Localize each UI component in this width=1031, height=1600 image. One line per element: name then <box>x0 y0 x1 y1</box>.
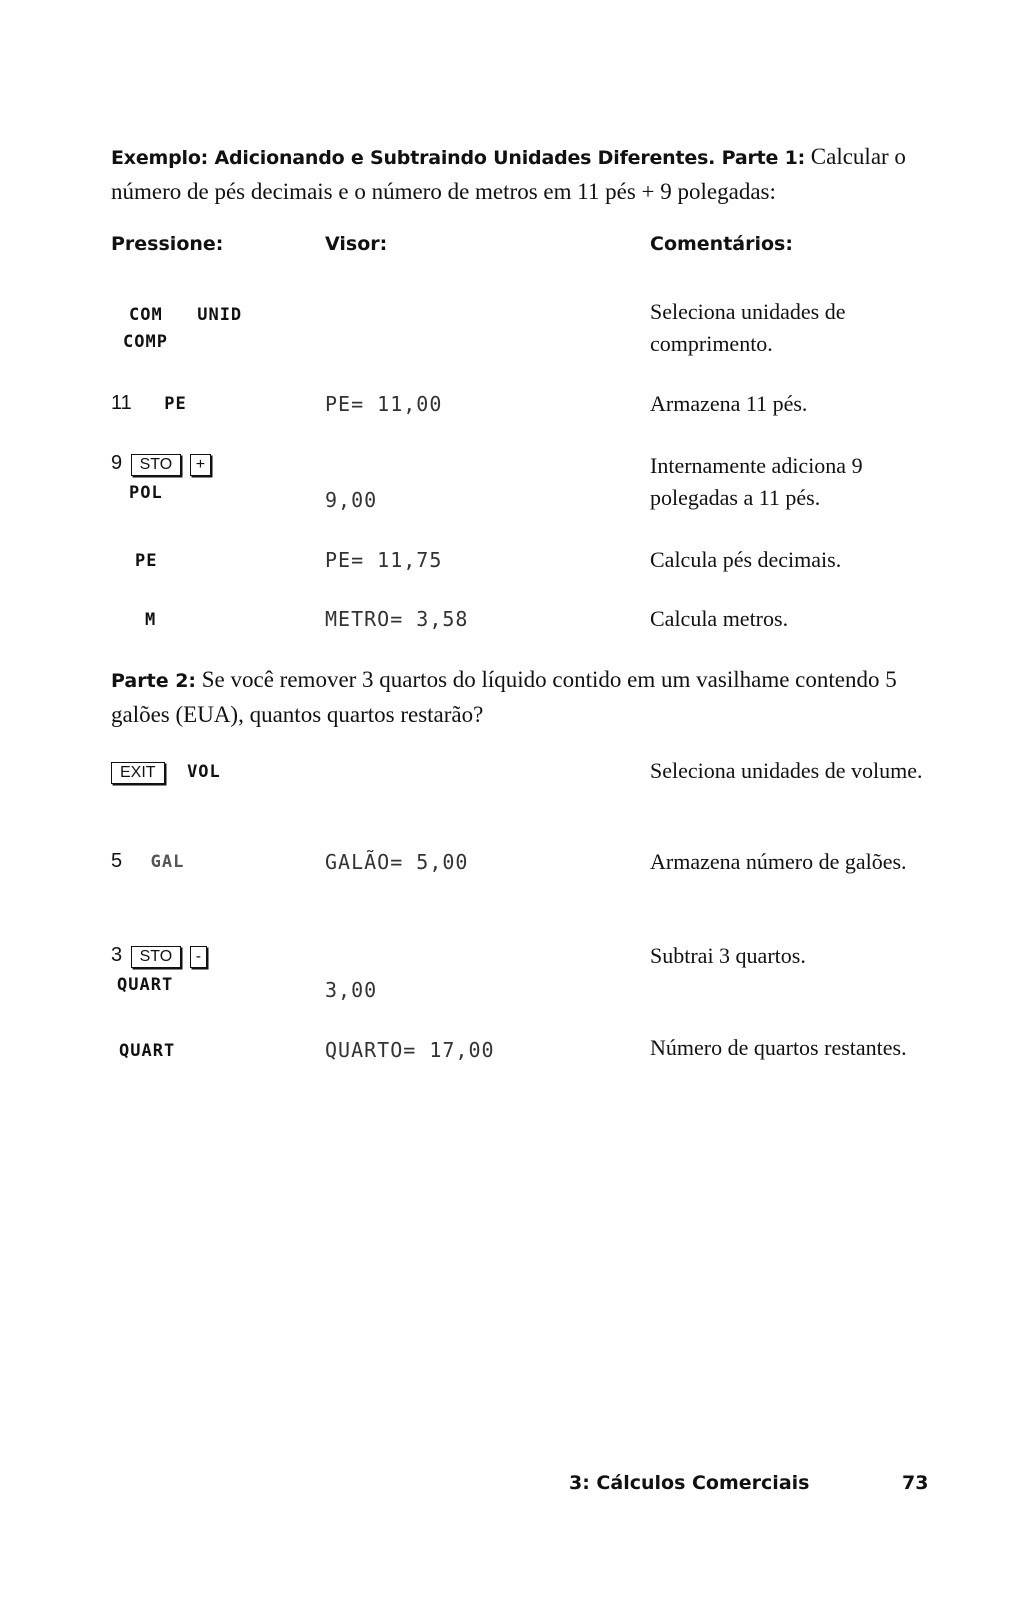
display-readout: GALÃO= 5,00 <box>325 850 469 874</box>
sto-key: STO <box>131 454 182 476</box>
press-cell <box>111 1040 175 1061</box>
menu-key-quart: QUART <box>117 974 174 995</box>
press-cell <box>111 550 157 571</box>
press-cell <box>111 609 156 630</box>
menu-key-gal: GAL <box>150 852 185 872</box>
menu-key-comp: COMP <box>123 332 168 352</box>
comment-text: Armazena número de galões. <box>650 849 907 874</box>
comment-text: Calcula metros. <box>650 606 789 631</box>
comment-text: Internamente adiciona 9 polegadas a 11 pés. <box>650 453 863 510</box>
display-readout: PE= 11,75 <box>325 548 443 572</box>
intro-text: Calcular o número de pés decimais e o número de metros em 11 pés + 9 polegadas: <box>111 144 906 204</box>
plus-key: + <box>190 454 211 476</box>
exit-key: EXIT <box>111 762 165 784</box>
part2-paragraph <box>111 663 941 731</box>
digit-entry: 9 <box>111 452 123 474</box>
comment-text: Calcula pés decimais. <box>650 547 842 572</box>
menu-key-pe: PE <box>164 394 187 414</box>
display-readout: QUARTO= 17,00 <box>325 1038 495 1062</box>
example-heading: Exemplo: Adicionando e Subtraindo Unidades Diferentes. Parte 1: <box>111 147 806 169</box>
comment-text: Seleciona unidades de volume. <box>650 758 923 783</box>
display-readout: PE= 11,00 <box>325 392 443 416</box>
press-cell <box>111 761 221 784</box>
menu-key-pe: PE <box>135 551 158 571</box>
sto-key: STO <box>131 946 182 968</box>
menu-key-pol: POL <box>129 482 163 503</box>
digit-entry: 3 <box>111 944 123 966</box>
menu-key-com: COM <box>129 305 163 325</box>
column-header-visor: Visor: <box>325 233 388 255</box>
comment-text: Armazena 11 pés. <box>650 391 808 416</box>
press-cell <box>111 304 242 359</box>
digit-entry: 5 <box>111 850 123 872</box>
column-header-press: Pressione: <box>111 233 224 255</box>
display-readout: 9,00 <box>325 488 378 512</box>
comment-text: Subtrai 3 quartos. <box>650 943 806 968</box>
display-readout: METRO= 3,58 <box>325 607 469 631</box>
press-cell <box>111 392 187 415</box>
display-readout: 3,00 <box>325 978 378 1002</box>
menu-key-vol: VOL <box>187 762 221 782</box>
menu-key-quart: QUART <box>119 1041 176 1061</box>
menu-key-m: M <box>145 610 157 630</box>
press-cell <box>111 944 207 1002</box>
digit-entry: 11 <box>111 392 132 414</box>
part2-heading: Parte 2: <box>111 670 197 692</box>
page-number: 73 <box>902 1472 929 1494</box>
intro-paragraph <box>111 140 941 208</box>
press-cell <box>111 452 211 510</box>
minus-key: - <box>190 946 207 968</box>
press-cell <box>111 850 184 873</box>
column-header-comments: Comentários: <box>650 233 793 255</box>
comment-text: Número de quartos restantes. <box>650 1035 907 1060</box>
menu-key-unid: UNID <box>197 305 243 325</box>
chapter-title: 3: Cálculos Comerciais <box>569 1472 810 1494</box>
comment-text: Seleciona unidades de comprimento. <box>650 299 846 356</box>
part2-text: Se você remover 3 quartos do líquido contido em um vasilhame contendo 5 galões (EUA), quantos quartos restarão? <box>111 667 897 727</box>
